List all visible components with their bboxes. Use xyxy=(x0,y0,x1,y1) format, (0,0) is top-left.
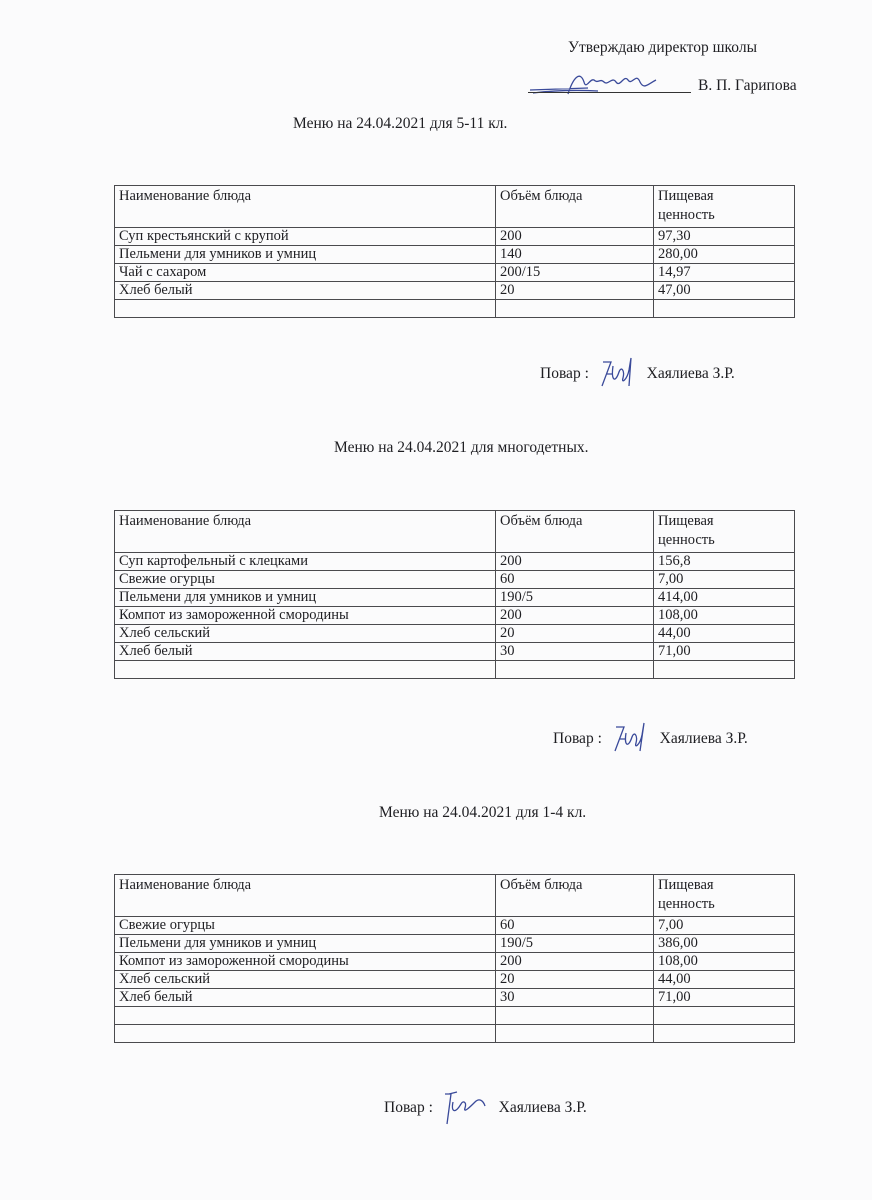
table-row xyxy=(115,282,795,300)
dish-volume: 140 xyxy=(496,246,654,264)
empty-row xyxy=(115,1007,795,1025)
dish-name: Компот из замороженной смородины xyxy=(115,953,496,971)
dish-volume: 60 xyxy=(496,571,654,589)
director-signature-icon xyxy=(528,60,693,100)
dish-name: Свежие огурцы xyxy=(115,917,496,935)
dish-name: Хлеб сельский xyxy=(115,625,496,643)
cook-label: Повар : xyxy=(540,365,589,382)
dish-value: 108,00 xyxy=(654,953,795,971)
cook-signature-large-families xyxy=(553,721,748,761)
menu-title-large-families: Меню на 24.04.2021 для многодетных. xyxy=(334,439,589,456)
approval-text: Утверждаю директор школы xyxy=(568,39,757,56)
table-row xyxy=(115,917,795,935)
table-row xyxy=(115,953,795,971)
dish-value: 71,00 xyxy=(654,989,795,1007)
table-row xyxy=(115,625,795,643)
table-row xyxy=(115,264,795,282)
header-volume: Объём блюда xyxy=(496,511,654,553)
dish-value: 71,00 xyxy=(654,643,795,661)
dish-volume: 200 xyxy=(496,953,654,971)
dish-name: Хлеб белый xyxy=(115,282,496,300)
header-nutrition: Пищевая ценность xyxy=(654,511,795,553)
director-signature-line xyxy=(528,60,872,100)
dish-volume: 20 xyxy=(496,282,654,300)
table-row xyxy=(115,607,795,625)
dish-value: 280,00 xyxy=(654,246,795,264)
dish-volume: 30 xyxy=(496,643,654,661)
header-nutrition: Пищевая ценность xyxy=(654,875,795,917)
table-row xyxy=(115,553,795,571)
dish-name: Чай с сахаром xyxy=(115,264,496,282)
dish-volume: 200/15 xyxy=(496,264,654,282)
dish-name: Суп крестьянский с крупой xyxy=(115,228,496,246)
cook-signature-icon xyxy=(597,356,637,392)
dish-name: Хлеб белый xyxy=(115,989,496,1007)
cook-name: Хаялиева З.Р. xyxy=(659,730,748,747)
menu-table-5-11 xyxy=(114,185,795,318)
dish-volume: 190/5 xyxy=(496,935,654,953)
dish-value: 156,8 xyxy=(654,553,795,571)
dish-name: Компот из замороженной смородины xyxy=(115,607,496,625)
table-header-row xyxy=(115,875,795,917)
dish-value: 386,00 xyxy=(654,935,795,953)
cook-name: Хаялиева З.Р. xyxy=(498,1099,587,1116)
header-dish-name: Наименование блюда xyxy=(115,511,496,553)
dish-name: Хлеб белый xyxy=(115,643,496,661)
dish-name: Пельмени для умников и умниц xyxy=(115,246,496,264)
dish-volume: 190/5 xyxy=(496,589,654,607)
dish-volume: 200 xyxy=(496,228,654,246)
table-row xyxy=(115,589,795,607)
header-dish-name: Наименование блюда xyxy=(115,186,496,228)
table-row xyxy=(115,228,795,246)
table-row xyxy=(115,643,795,661)
dish-volume: 60 xyxy=(496,917,654,935)
dish-volume: 30 xyxy=(496,989,654,1007)
cook-signature-1-4 xyxy=(384,1088,587,1128)
cook-name: Хаялиева З.Р. xyxy=(646,365,735,382)
dish-value: 44,00 xyxy=(654,625,795,643)
dish-name: Суп картофельный с клецками xyxy=(115,553,496,571)
table-row xyxy=(115,989,795,1007)
cook-label: Повар : xyxy=(384,1099,433,1116)
header-volume: Объём блюда xyxy=(496,875,654,917)
dish-value: 7,00 xyxy=(654,571,795,589)
signature-underline xyxy=(528,92,691,93)
empty-row xyxy=(115,661,795,679)
table-row xyxy=(115,246,795,264)
dish-name: Пельмени для умников и умниц xyxy=(115,935,496,953)
director-name: В. П. Гарипова xyxy=(698,77,797,94)
header-dish-name: Наименование блюда xyxy=(115,875,496,917)
cook-label: Повар : xyxy=(553,730,602,747)
table-row xyxy=(115,935,795,953)
dish-value: 14,97 xyxy=(654,264,795,282)
dish-value: 47,00 xyxy=(654,282,795,300)
dish-value: 108,00 xyxy=(654,607,795,625)
header-nutrition: Пищевая ценность xyxy=(654,186,795,228)
empty-row xyxy=(115,300,795,318)
dish-value: 44,00 xyxy=(654,971,795,989)
dish-name: Свежие огурцы xyxy=(115,571,496,589)
dish-value: 7,00 xyxy=(654,917,795,935)
cook-signature-icon xyxy=(441,1088,489,1128)
menu-title-1-4: Меню на 24.04.2021 для 1-4 кл. xyxy=(379,804,587,821)
header-volume: Объём блюда xyxy=(496,186,654,228)
dish-value: 97,30 xyxy=(654,228,795,246)
menu-table-1-4 xyxy=(114,874,795,1043)
dish-name: Пельмени для умников и умниц xyxy=(115,589,496,607)
empty-row xyxy=(115,1025,795,1043)
dish-volume: 200 xyxy=(496,553,654,571)
dish-volume: 20 xyxy=(496,971,654,989)
cook-signature-5-11 xyxy=(540,356,735,396)
dish-value: 414,00 xyxy=(654,589,795,607)
table-header-row xyxy=(115,186,795,228)
menu-table-large-families xyxy=(114,510,795,679)
dish-volume: 200 xyxy=(496,607,654,625)
table-row xyxy=(115,971,795,989)
dish-name: Хлеб сельский xyxy=(115,971,496,989)
menu-title-5-11: Меню на 24.04.2021 для 5-11 кл. xyxy=(293,115,508,132)
table-header-row xyxy=(115,511,795,553)
table-row xyxy=(115,571,795,589)
cook-signature-icon xyxy=(610,721,650,757)
dish-volume: 20 xyxy=(496,625,654,643)
